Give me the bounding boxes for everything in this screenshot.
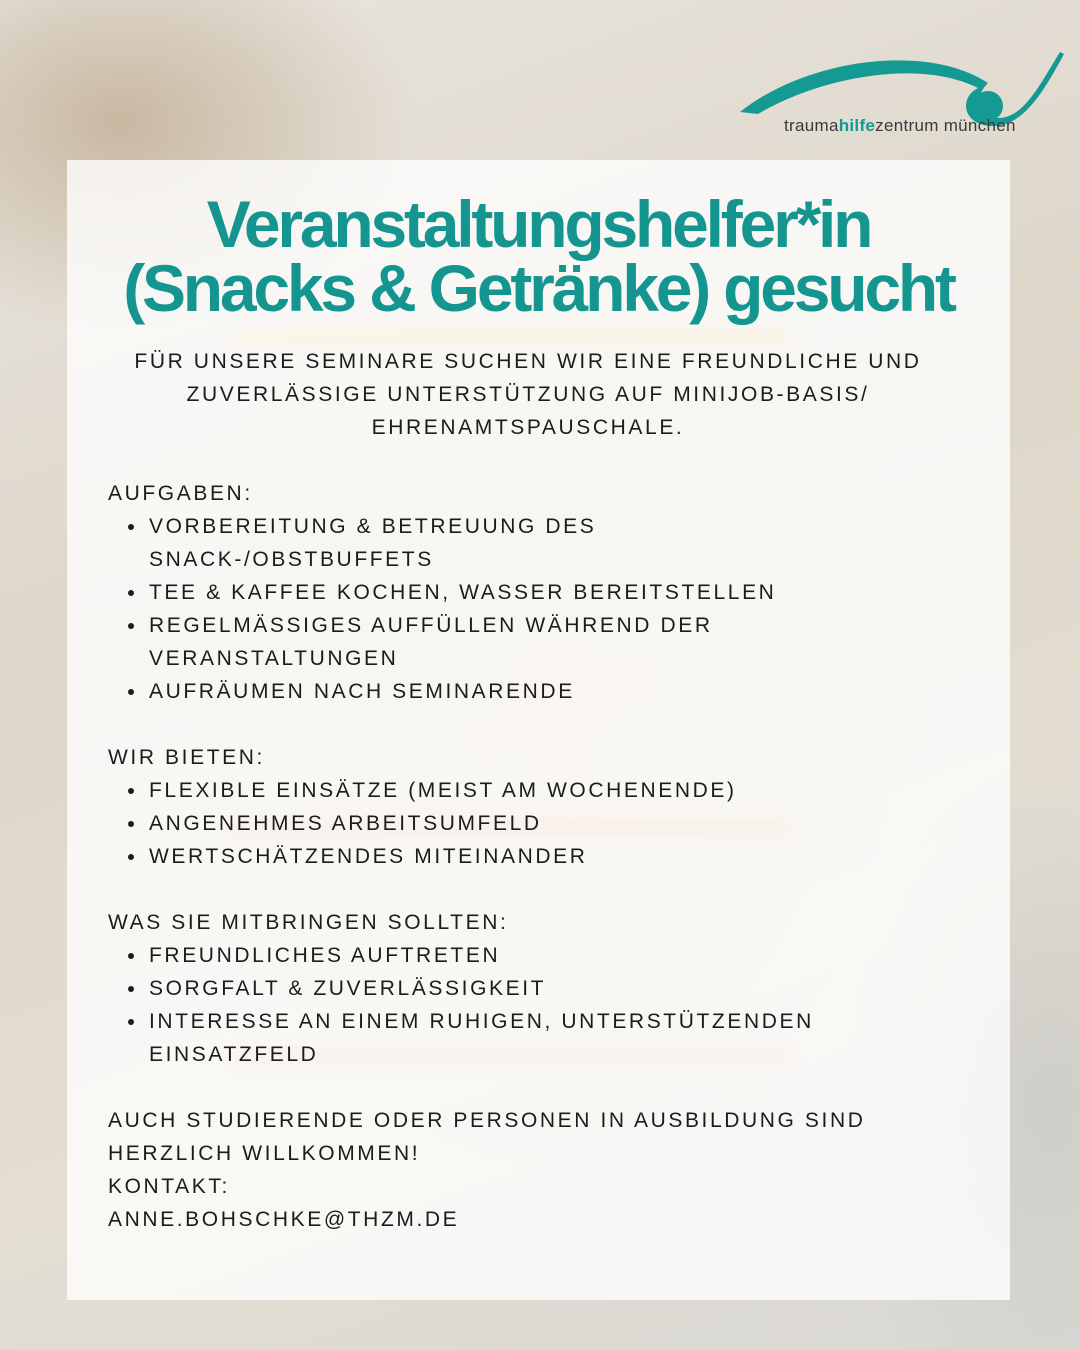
list-item: INTERESSE AN EINEM RUHIGEN, UNTERSTÜTZENDEN EINSATZFELD <box>149 1005 829 1071</box>
list-item: SORGFALT & ZUVERLÄSSIGKEIT <box>149 972 829 1005</box>
list-item: WERTSCHÄTZENDES MITEINANDER <box>149 840 829 873</box>
welcome-text: AUCH STUDIERENDE ODER PERSONEN IN AUSBILDUNG SIND HERZLICH WILLKOMMEN! <box>108 1109 866 1165</box>
list-item: VORBEREITUNG & BETREUUNG DES SNACK-/OBSTBUFFETS <box>149 510 829 576</box>
logo-text <box>784 116 1016 136</box>
logo-text-bold: hilfe <box>838 116 876 135</box>
section-heading: AUFGABEN: <box>108 482 253 505</box>
list-item: FLEXIBLE EINSÄTZE (MEIST AM WOCHENENDE) <box>149 774 829 807</box>
section-tasks <box>108 477 968 708</box>
section-heading: WAS SIE MITBRINGEN SOLLTEN: <box>108 911 509 934</box>
page-title <box>67 187 1010 325</box>
list-item: ANGENEHMES ARBEITSUMFELD <box>149 807 829 840</box>
logo-text-part: trauma <box>784 116 839 135</box>
list-item: FREUNDLICHES AUFTRETEN <box>149 939 829 972</box>
job-description <box>108 345 968 1236</box>
section-requirements <box>108 906 968 1071</box>
intro-text: FÜR UNSERE SEMINARE SUCHEN WIR EINE FREUNDLICHE UND ZUVERLÄSSIGE UNTERSTÜTZUNG AUF MINIJOB-BASIS/ EHRENAMTSPAUSCHALE. <box>134 350 922 439</box>
title-line-1: Veranstaltungshelfer*in <box>206 187 871 261</box>
list-item: REGELMÄSSIGES AUFFÜLLEN WÄHREND DER VERANSTALTUNGEN <box>149 609 829 675</box>
contact-email[interactable]: ANNE.BOHSCHKE@THZM.DE <box>108 1208 460 1231</box>
section-heading: WIR BIETEN: <box>108 746 265 769</box>
contact-label: KONTAKT: <box>108 1175 230 1198</box>
logo-text-part: zentrum münchen <box>875 116 1016 135</box>
section-offer <box>108 741 968 873</box>
list-item: AUFRÄUMEN NACH SEMINARENDE <box>149 675 829 708</box>
list-item: TEE & KAFFEE KOCHEN, WASSER BEREITSTELLEN <box>149 576 829 609</box>
title-line-2: (Snacks & Getränke) gesucht <box>123 251 954 325</box>
